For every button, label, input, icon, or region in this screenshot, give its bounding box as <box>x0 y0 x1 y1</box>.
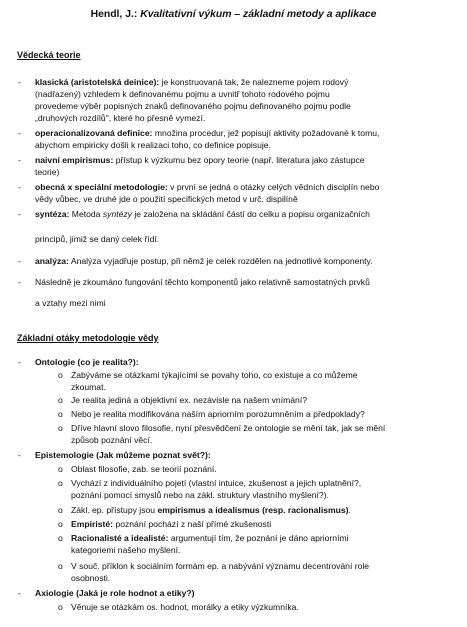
title-author: Hendl, J.: <box>90 9 138 20</box>
title-book: Kvalitativní výkum – základní metody a aplikace <box>140 9 377 20</box>
dash-bullet: - <box>18 450 21 460</box>
list-item-naive-empiricism <box>35 155 449 167</box>
line: Následně je zkoumáno fungování těchto komponentů jako relativně samostatných prvků <box>35 277 370 287</box>
dash-bullet: - <box>18 277 21 287</box>
line: poznání pomocí smyslů nebo na zákl. struktury vlastního myšlení?). <box>71 490 329 500</box>
italic-word: syntézy <box>102 209 132 219</box>
term: naivní empirismus: <box>35 155 114 165</box>
line: osobnosti. <box>71 573 111 583</box>
circle-bullet: o <box>58 519 63 529</box>
text: . <box>348 505 351 515</box>
dash-bullet: - <box>18 182 21 192</box>
circle-bullet: o <box>58 561 63 571</box>
circle-bullet: o <box>58 533 63 543</box>
list-item-analysis <box>35 256 449 268</box>
line: (nadřazený) vzhledem k definovanému pojmu a uvnitř tohoto rodového pojmu <box>35 89 330 99</box>
dash-bullet: - <box>18 155 21 165</box>
list-item-classic-definition <box>35 77 449 89</box>
circle-bullet: o <box>58 464 63 474</box>
text: poznání pochází z naší přímé zkušenosti <box>113 519 272 529</box>
line: principů, jimiž se daný celek řídí. <box>35 234 160 244</box>
line <box>71 505 449 517</box>
term: klasická (aristotelská deinice): <box>35 77 160 87</box>
section-heading-methodology-questions: Základní otáky metodologie vědy <box>17 333 159 343</box>
line: kategoriemi našeho myšlení. <box>71 545 181 555</box>
text: argumentují tím, že poznání je dáno apriorními <box>168 533 349 543</box>
term: obecná x speciální metodologie: <box>35 182 168 192</box>
line: přístup k výzkumu bez opory teorie (např. literatura jako zástupce <box>115 155 365 165</box>
line <box>71 533 449 545</box>
document-title <box>0 8 467 21</box>
line: vědy vůbec, ve druhé jde o použití specifických metod v urč. dispilíně <box>35 194 298 204</box>
line: Analýza vyjadřuje postup, při němž je celek rozdělen na jednotlivé komponenty. <box>70 256 373 266</box>
term: syntéza: <box>35 209 70 219</box>
list-item-general-special-methodology <box>35 182 449 194</box>
line: Dříve hlavní slovo filosofie, nyní přesvědčení že ontologie se mění tak, jak se mění <box>71 423 386 433</box>
line: množina procedur, jež popisují aktivity požadované k tomu, <box>154 128 380 138</box>
line: teorie) <box>35 167 60 177</box>
dash-bullet: - <box>18 209 21 219</box>
circle-bullet: o <box>58 395 63 405</box>
circle-bullet: o <box>58 505 63 515</box>
line: abychom empiricky došli k realizaci toho, co definice popisuje. <box>35 140 271 150</box>
circle-bullet: o <box>58 423 63 433</box>
line: způsob poznání věcí. <box>71 435 153 445</box>
list-item-epistemology: Epistemologie (Jak můžeme poznat svět?): <box>35 450 211 460</box>
term: operacionalizovaná definice: <box>35 128 153 138</box>
section-heading-scientific-theory: Vědecká teorie <box>17 50 81 60</box>
line: je založena na skládání částí do celku a popisu organizačních <box>131 209 370 219</box>
list-item-ontology: Ontologie (co je realita?): <box>35 357 139 367</box>
line: Oblast filosofie, zab. se teorií poznání. <box>71 464 217 474</box>
circle-bullet: o <box>58 409 63 419</box>
line: v první se jedná o otázky celých vědních disciplín nebo <box>170 182 380 192</box>
line: provedeme výběr popisných znaků definovaného pojmu definovaného pojmu podle <box>35 101 351 111</box>
list-item-synthesis <box>35 209 449 221</box>
line: Nebo je realita modifikována naším apriorním porozumněním a předpoklady? <box>71 409 365 419</box>
line: Je realita jediná a objektivní ex. nezávisle na našem vnímání? <box>71 395 307 405</box>
circle-bullet: o <box>58 478 63 488</box>
line <box>71 519 449 531</box>
text: Zákl. ep. přístupy jsou <box>71 505 158 515</box>
term: Empiristé: <box>71 519 114 529</box>
circle-bullet: o <box>58 370 63 380</box>
line: Vychází z individuálního pojetí (vlastní intuice, zkušenost a jejich uplatnění?, <box>71 478 362 488</box>
term: Racionalisté a idealisté: <box>71 533 169 543</box>
list-item-axiology: Axiologie (Jaká je role hodnot a etiky?) <box>35 588 195 598</box>
line: a vztahy mezi nimi <box>35 298 106 308</box>
bold-text: empirismus a idealismus (resp. racionalismus) <box>157 505 349 515</box>
text: Metoda <box>71 209 103 219</box>
dash-bullet: - <box>18 128 21 138</box>
dash-bullet: - <box>18 256 21 266</box>
circle-bullet: o <box>58 602 63 612</box>
line: V souč. příklon k sociálním formám ep. a nabývání významu decentrování role <box>71 561 370 571</box>
line: Zabýváme se otázkami týkajícími se povahy toho, co existuje a co můžeme <box>71 370 358 380</box>
list-item-operational-definition <box>35 128 449 140</box>
line: je konstruovaná tak, že nalezneme pojem rodový <box>161 77 349 87</box>
line: Věnuje se otázkám os. hodnot, morálky a etiky výzkumníka. <box>71 602 299 612</box>
term: analýza: <box>35 256 69 266</box>
dash-bullet: - <box>18 357 21 367</box>
line: „druhových rozdílů", které ho přesně vymezí. <box>35 113 206 123</box>
dash-bullet: - <box>18 77 21 87</box>
line: zkoumat. <box>71 382 106 392</box>
dash-bullet: - <box>18 588 21 598</box>
